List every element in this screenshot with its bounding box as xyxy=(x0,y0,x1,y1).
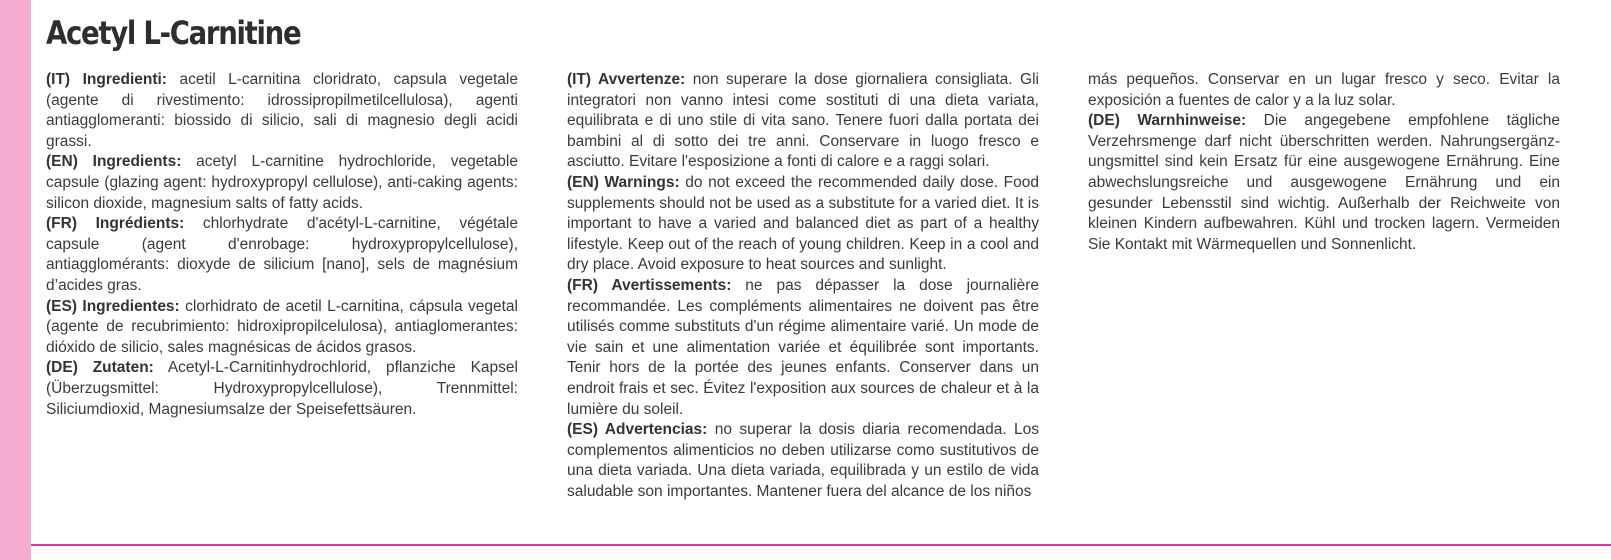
warnings-es xyxy=(567,420,1039,502)
section-label: (FR) Ingrédients: xyxy=(46,215,185,233)
ingredients-es xyxy=(46,297,518,359)
section-text: no superar la dosis diaria recomendada. Los complementos alimenticios no deben utilizarse como sustitutivos de una dieta variada. Una dieta variada, equilibrada y un estilo de vida saludable son importantes. Mantener fuera del alcance de los niños xyxy=(567,421,1040,500)
section-label: (EN) Ingredients: xyxy=(46,153,182,171)
section-text: ne pas dépasser la dose journalière recommandée. Les compléments alimentaires ne doivent pas être utilisés comme substituts d'un régime alimentaire varié. Un mode de vie sain et une alimentation variée et équilibrée sont importants. Tenir hors de la portée des jeunes enfants. Conserver dans un endroit frais et sec. Évitez l'exposition aux sources de chaleur et à la lumière du soleil. xyxy=(567,276,1039,418)
section-text: Acetyl-L-Carnitinhydrochlorid, pflanziche Kapsel (Überzugsmittel: Hydroxypropylcellulose), Trennmittel: Siliciumdioxid, Magnesiumsalze der Speisefettsäuren. xyxy=(46,359,518,418)
section-label: (EN) Warnings: xyxy=(567,173,680,191)
warnings-en xyxy=(567,173,1039,276)
section-label: (IT) Ingredienti: xyxy=(46,71,167,88)
pink-side-bar xyxy=(0,0,31,560)
section-label: (ES) Advertencias: xyxy=(567,421,708,439)
section-text: non superare la dose giornaliera consigliata. Gli integratori non vanno intesi come sostituti di una dieta variata, equilibrata e di uno stile di vita sano. Tenere fuori dalla portata dei bambini al di sotto dei tre anni. Conservare in luogo fresco e asciutto. Evitare l'esposizione a fonti di calore e a raggi solari. xyxy=(567,71,1039,171)
section-label: (DE) Zutaten: xyxy=(46,359,154,377)
warnings-es-continued xyxy=(1088,70,1560,111)
warnings-it xyxy=(567,70,1039,173)
ingredients-it xyxy=(46,70,518,152)
section-text: acetyl L-carnitine hydrochloride, vegetable capsule (glazing agent: hydroxypropyl cellulose), anti-caking agents: silicon dioxide, magnesium salts of fatty acids. xyxy=(46,153,518,212)
section-label: (IT) Avvertenze: xyxy=(567,71,686,88)
ingredients-column xyxy=(46,70,518,420)
product-title: Acetyl L-Carnitine xyxy=(46,14,301,52)
section-text: do not exceed the recommended daily dose. Food supplements should not be used as a substitute for a varied diet. It is important to have a varied and balanced diet as part of a healthy lifestyle. Keep out of the reach of young children. Keep in a cool and dry place. Avoid exposure to heat sources and sunlight. xyxy=(567,173,1039,274)
section-label: (DE) Warnhinweise: xyxy=(1088,112,1247,130)
section-text: chlorhydrate d'acétyl-L-carnitine, végétale capsule (agent d'enrobage: hydroxypropylcellulose), antiagglomérants: dioxyde de silicium [nano], sels de magnésium d’acides gras. xyxy=(46,215,518,294)
section-text: Die angegebene empfohlene tägliche Verzehrsmenge darf nicht überschritten werden. Nahrungsergänz-ungsmittel sind kein Ersatz für eine ausgewogene Ernährung. Eine abwechslungsreiche und ausgewogene Ernährung und ein gesunder Lebensstil sind wichtig. Außerhalb der Reichweite von kleinen Kindern aufbewahren. Kühl und trocken lagern. Vermeiden Sie Kontakt mit Wärmequellen und Sonnenlicht. xyxy=(1088,112,1560,253)
ingredients-en xyxy=(46,152,518,214)
warnings-fr xyxy=(567,276,1039,420)
warnings-de xyxy=(1088,111,1560,255)
section-label: (ES) Ingredientes: xyxy=(46,297,180,315)
warnings-continued-column xyxy=(1088,70,1560,255)
section-text: clorhidrato de acetil L-carnitina, cápsula vegetal (agente de recubrimiento: hidroxipropilcelulosa), antiaglomerantes: dióxido de silicio, sales magnésicas de ácidos grasos. xyxy=(46,297,518,356)
ingredients-fr xyxy=(46,214,518,296)
section-text: más pequeños. Conservar en un lugar fresco y seco. Evitar la exposición a fuentes de calor y a la luz solar. xyxy=(1088,71,1560,109)
section-label: (FR) Avertissements: xyxy=(567,276,732,294)
bottom-divider xyxy=(31,544,1611,546)
ingredients-de xyxy=(46,358,518,420)
warnings-column xyxy=(567,70,1039,502)
section-text: acetil L-carnitina cloridrato, capsula vegetale (agente di rivestimento: idrossipropilmetilcellulosa), agenti antiagglomeranti: biossido di silicio, sali di magnesio degli acidi grassi. xyxy=(46,71,518,150)
